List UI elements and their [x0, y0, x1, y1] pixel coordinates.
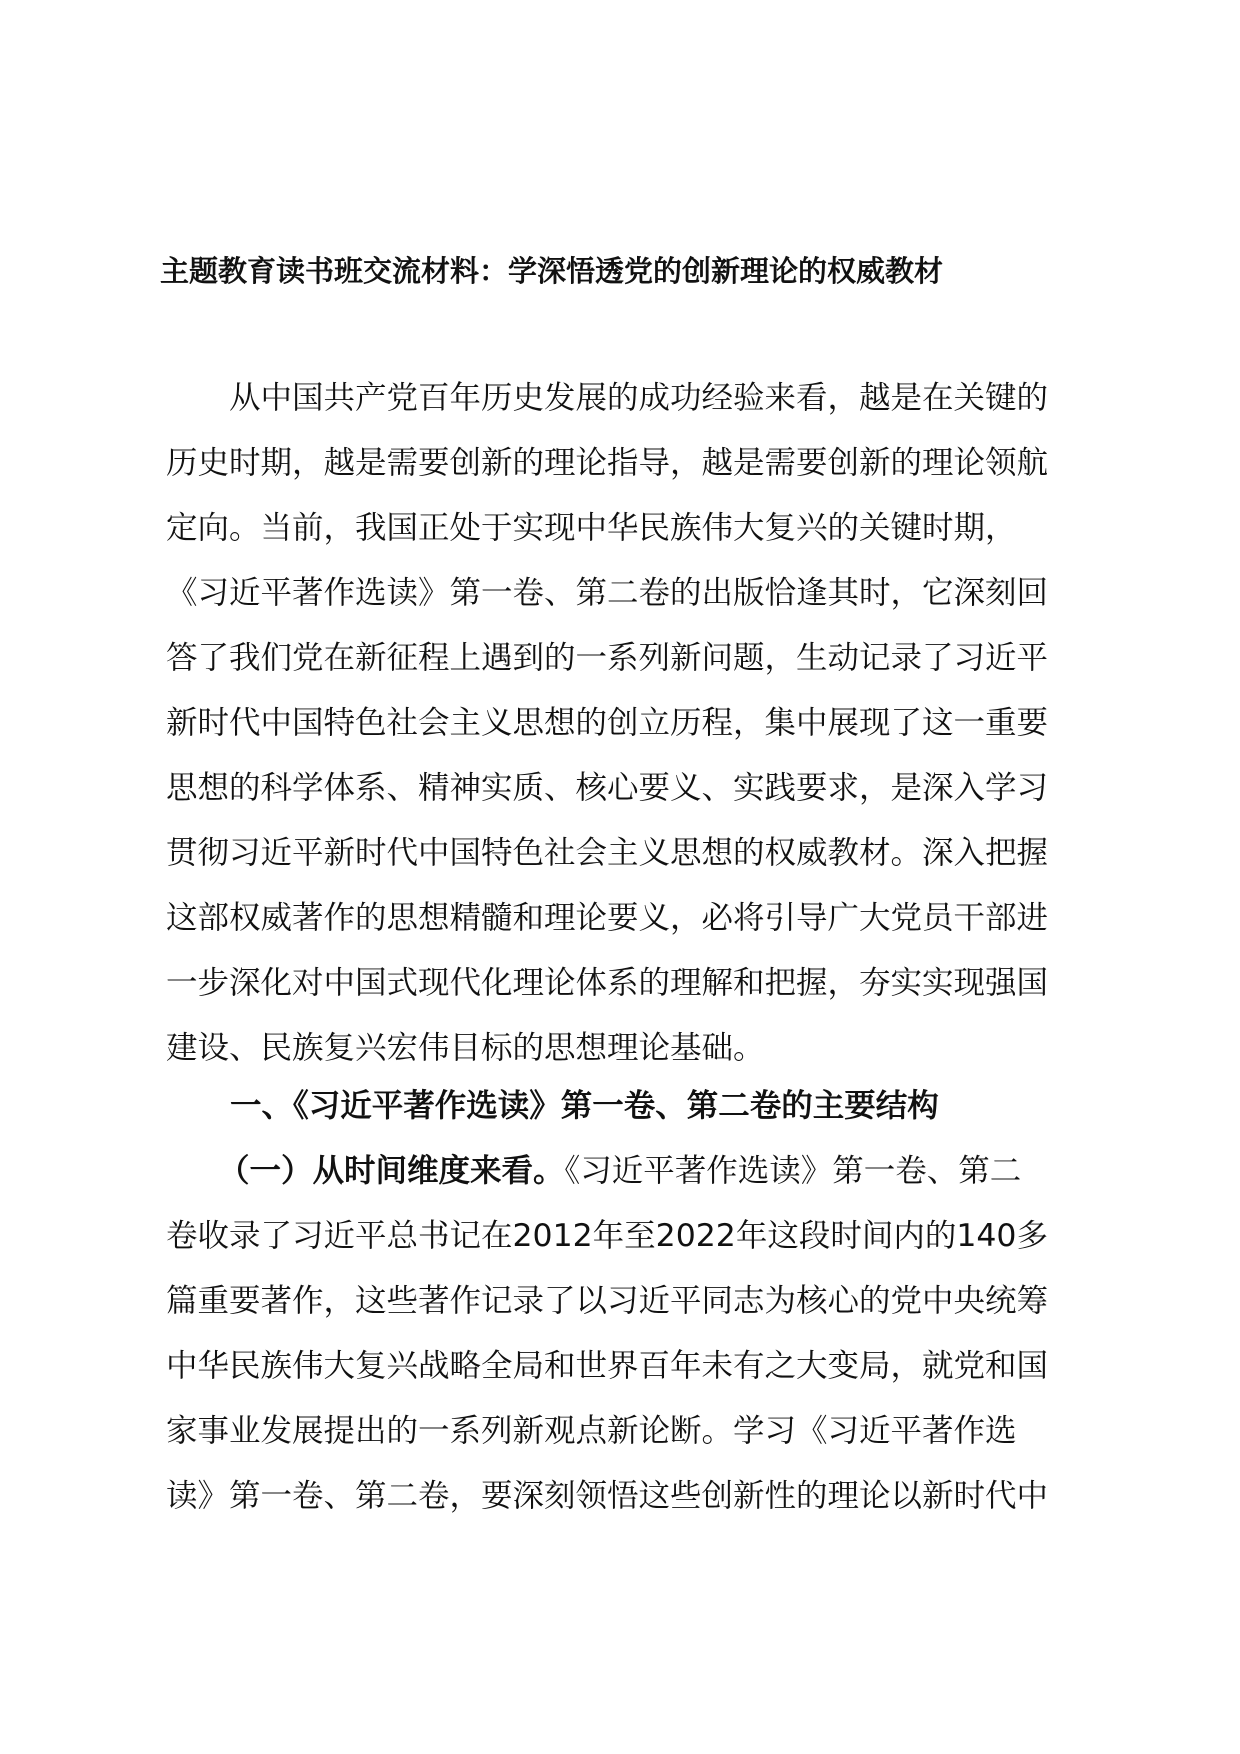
paragraph-intro — [166, 366, 1096, 1081]
document-title: 主题教育读书班交流材料：学深悟透党的创新理论的权威教材 — [160, 254, 944, 288]
paragraph-line: 建设、民族复兴宏伟目标的思想理论基础。 — [166, 1030, 765, 1066]
paragraph-line: 《习近平著作选读》第一卷、第二卷的出版恰逢其时，它深刻回 — [166, 575, 1049, 611]
paragraph-first-line — [166, 1139, 1096, 1204]
paragraph-line: 卷收录了习近平总书记在2012年至2022年这段时间内的140多 — [166, 1218, 1048, 1254]
paragraph-line: 定向。当前，我国正处于实现中华民族伟大复兴的关键时期， — [166, 510, 1017, 546]
paragraph-line: 思想的科学体系、精神实质、核心要义、实践要求，是深入学习 — [166, 770, 1049, 806]
paragraph-line-rest: 《习近平著作选读》第一卷、第二 — [564, 1153, 1022, 1189]
paragraph-line: 中华民族伟大复兴战略全局和世界百年未有之大变局，就党和国 — [166, 1348, 1049, 1384]
subheading-lead: （一）从时间维度来看。 — [218, 1153, 565, 1189]
paragraph-line: 答了我们党在新征程上遇到的一系列新问题，生动记录了习近平 — [166, 640, 1049, 676]
paragraph-line: 新时代中国特色社会主义思想的创立历程，集中展现了这一重要 — [166, 705, 1049, 741]
paragraph-time-dimension — [166, 1139, 1096, 1529]
section-heading-1: 一、《习近平著作选读》第一卷、第二卷的主要结构 — [230, 1088, 939, 1124]
paragraph-line: 家事业发展提出的一系列新观点新论断。学习《习近平著作选 — [166, 1413, 1017, 1449]
paragraph-line: 篇重要著作，这些著作记录了以习近平同志为核心的党中央统筹 — [166, 1283, 1049, 1319]
paragraph-line: 一步深化对中国式现代化理论体系的理解和把握，夯实实现强国 — [166, 965, 1049, 1001]
paragraph-line: 贯彻习近平新时代中国特色社会主义思想的权威教材。深入把握 — [166, 835, 1049, 871]
paragraph-line: 这部权威著作的思想精髓和理论要义，必将引导广大党员干部进 — [166, 900, 1049, 936]
paragraph-line: 从中国共产党百年历史发展的成功经验来看，越是在关键的 — [166, 380, 1049, 416]
paragraph-line: 历史时期，越是需要创新的理论指导，越是需要创新的理论领航 — [166, 445, 1049, 481]
paragraph-line: 读》第一卷、第二卷，要深刻领悟这些创新性的理论以新时代中 — [166, 1478, 1049, 1514]
